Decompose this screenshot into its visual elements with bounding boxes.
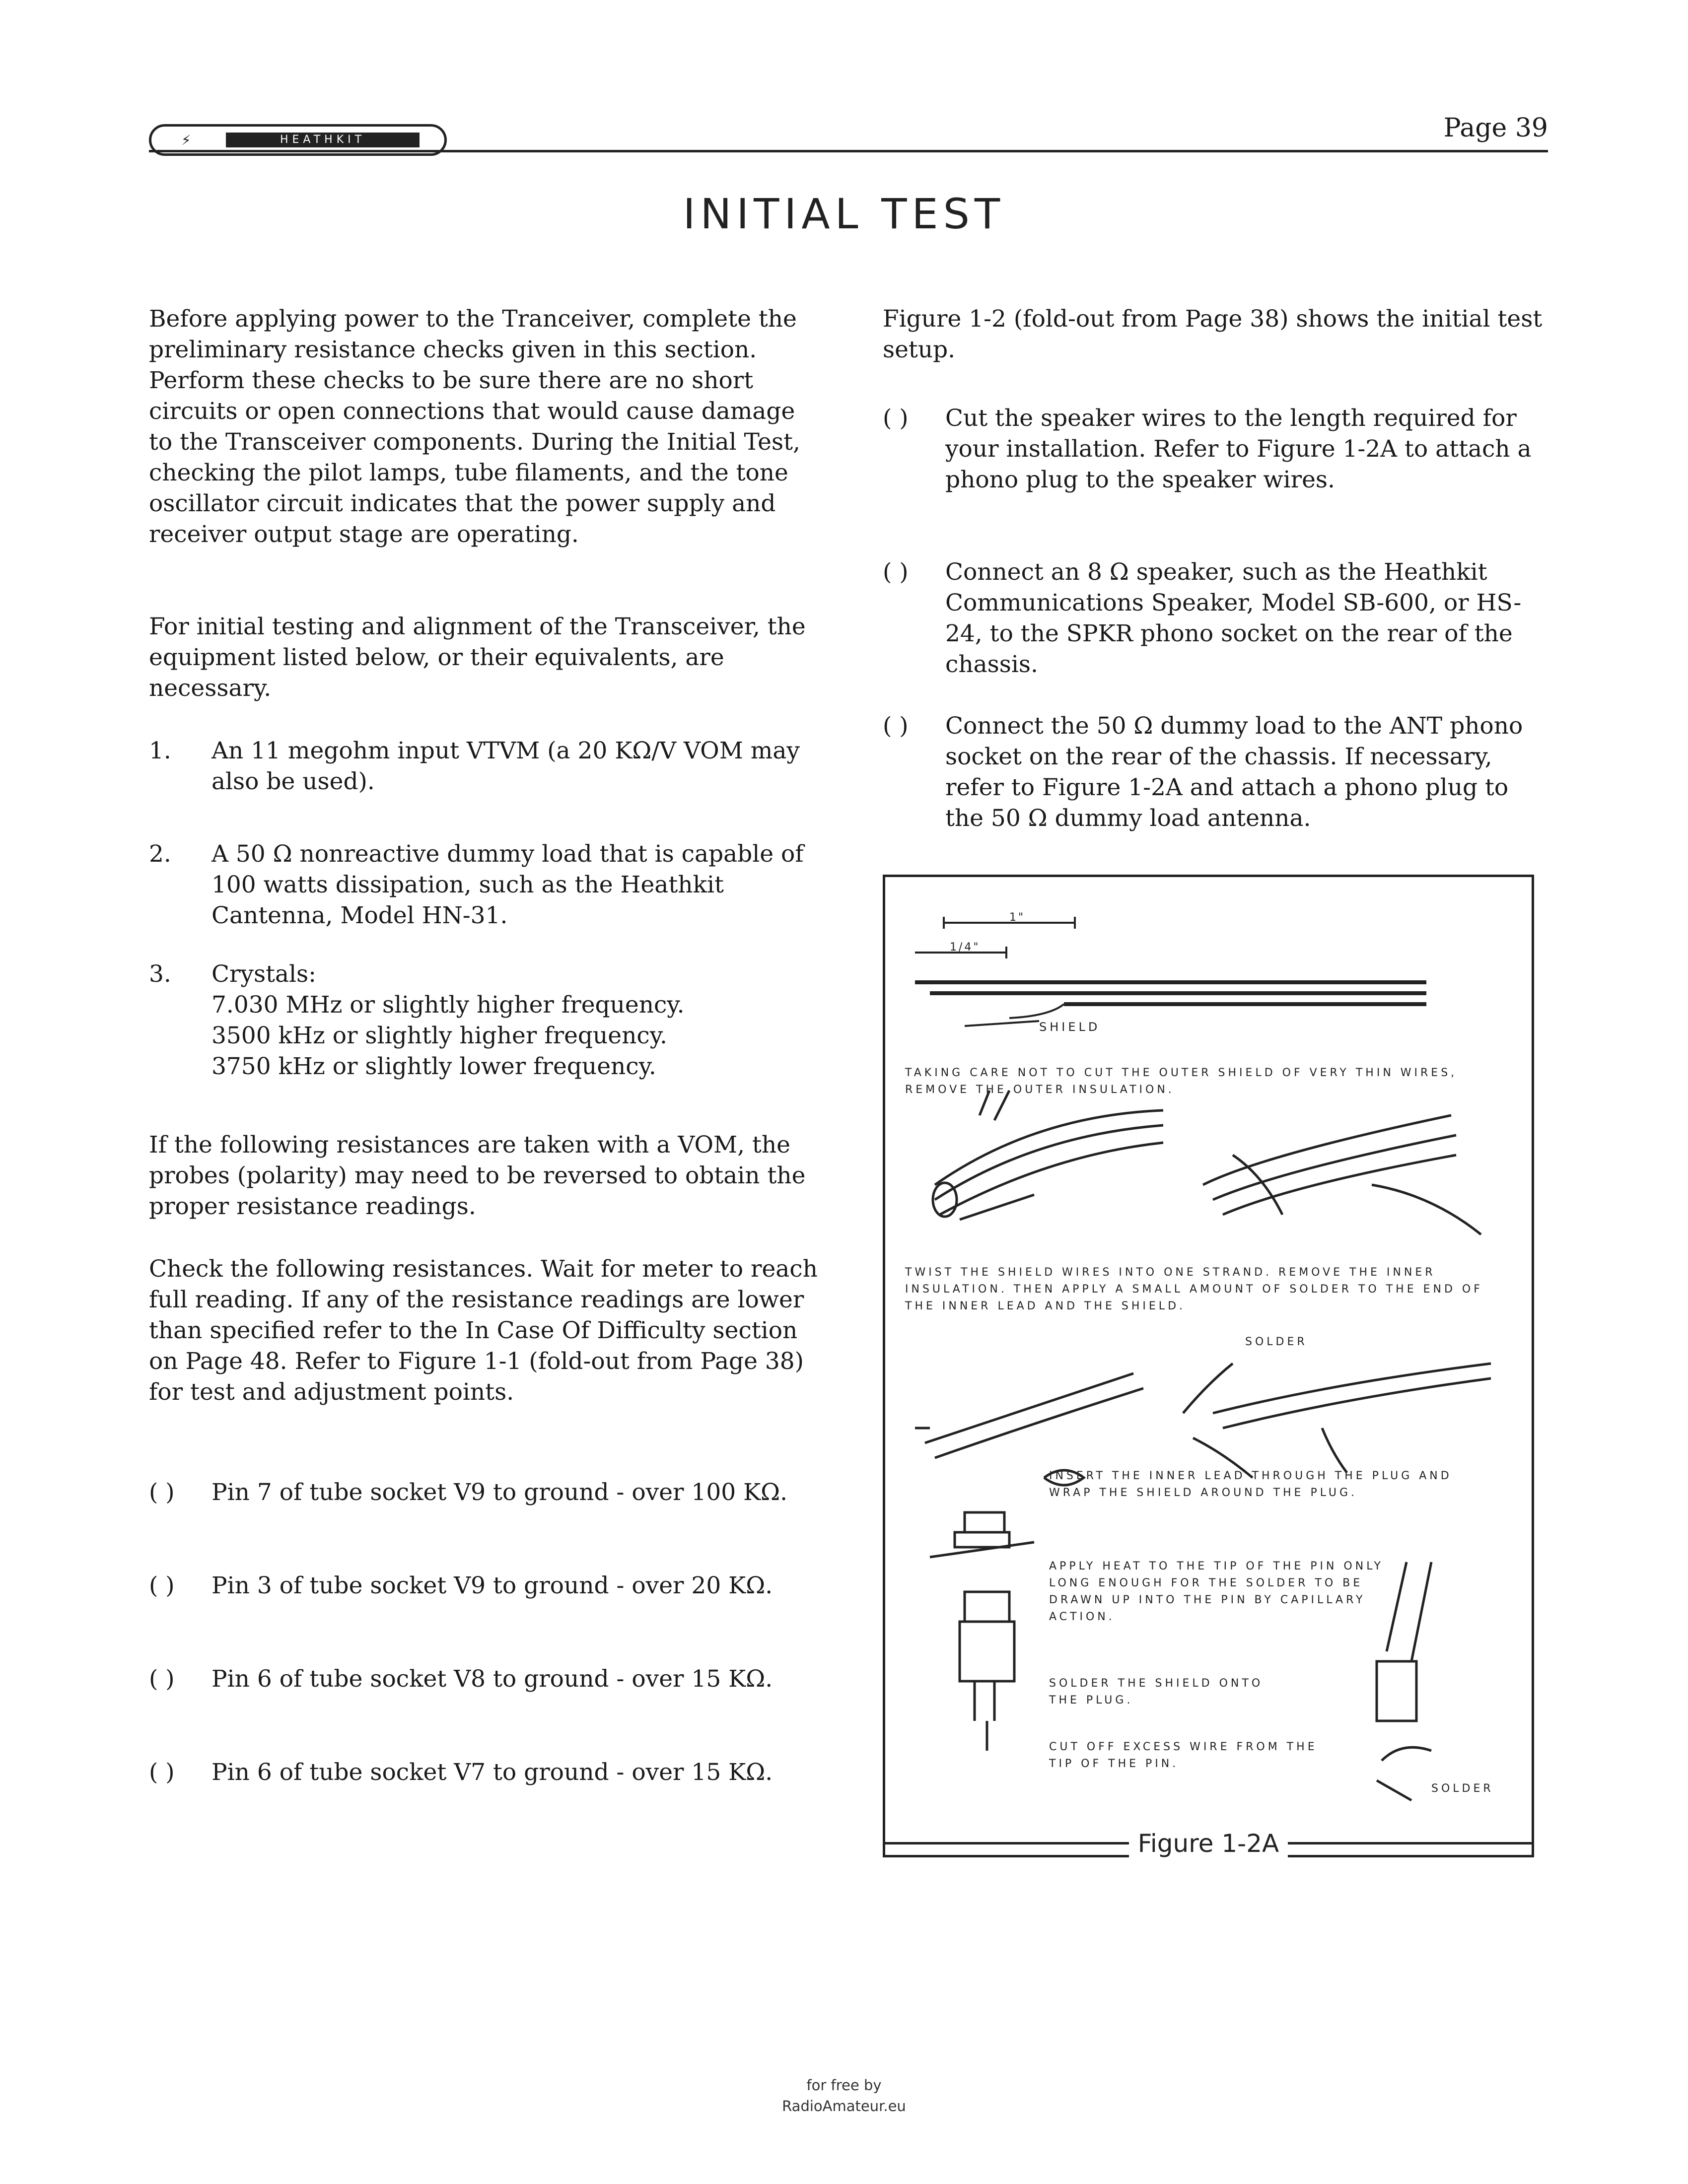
item-text: Crystals:	[211, 960, 316, 988]
equipment-item	[149, 839, 820, 931]
intro-paragraph	[149, 304, 820, 550]
check-note	[149, 1254, 820, 1408]
resistance-check[interactable]	[149, 1664, 820, 1695]
vom-note-text: If the following resistances are taken with a VOM, the probes (polarity) may need to be reversed to obtain the proper resistance readings.	[149, 1131, 806, 1220]
equipment-intro-text: For initial testing and alignment of the Transceiver, the equipment listed below, or their equivalents, are necessary.	[149, 613, 806, 702]
checkbox[interactable]: ( )	[149, 1479, 175, 1506]
crystal-list	[211, 990, 820, 1082]
resistance-check[interactable]	[149, 1757, 820, 1788]
footer-link[interactable]: RadioAmateur.eu	[782, 2098, 906, 2115]
logo-text: HEATHKIT	[226, 133, 420, 147]
page-title: INITIAL TEST	[683, 190, 1005, 238]
step6-caption: CUT OFF EXCESS WIRE FROM THE TIP OF THE PIN.	[1049, 1741, 1318, 1770]
check-text: Pin 6 of tube socket V7 to ground - over 15 KΩ.	[211, 1759, 773, 1786]
item-number: 3.	[149, 960, 171, 988]
footer-line1: for free by	[806, 2077, 882, 2094]
vom-note	[149, 1130, 820, 1222]
page-number: Page 39	[1443, 113, 1548, 143]
setup-step[interactable]	[883, 557, 1548, 680]
item-number: 2.	[149, 840, 171, 868]
checkbox[interactable]: ( )	[883, 405, 909, 432]
crystal-item: 3500 kHz or slightly higher frequency.	[211, 1022, 667, 1049]
resistance-check[interactable]	[149, 1570, 820, 1601]
header-rule	[149, 150, 1548, 152]
equipment-intro	[149, 612, 820, 704]
checkbox[interactable]: ( )	[883, 558, 909, 586]
dim-inner-label: 1/4"	[950, 941, 981, 954]
figure-intro	[883, 304, 1548, 365]
step4-caption: APPLY HEAT TO THE TIP OF THE PIN ONLY LONG ENOUGH FOR THE SOLDER TO BE DRAWN UP INTO THE PIN BY CAPILLARY ACTION.	[1049, 1560, 1384, 1623]
dim-outer-label: 1"	[1009, 911, 1026, 924]
checkbox[interactable]: ( )	[149, 1572, 175, 1599]
checkbox[interactable]: ( )	[883, 712, 909, 740]
setup-step[interactable]	[883, 711, 1548, 834]
check-note-text: Check the following resistances. Wait for meter to reach full reading. If any of the resistance readings are lower than specified refer to the In Case Of Difficulty section on Page 48. Refer to Figure 1-1 (fold-out from Page 38) for test and adjustment points.	[149, 1255, 818, 1406]
figure-1-2a	[883, 875, 1534, 1857]
item-number: 1.	[149, 737, 171, 764]
crystal-item: 7.030 MHz or slightly higher frequency.	[211, 991, 685, 1019]
item-text: A 50 Ω nonreactive dummy load that is capable of 100 watts dissipation, such as the Heathkit Cantenna, Model HN-31.	[211, 840, 804, 929]
checkbox[interactable]: ( )	[149, 1665, 175, 1693]
intro-text: Before applying power to the Tranceiver, complete the preliminary resistance checks given in this section. Perform these checks to be sure there are no short circuits or open connections that would cause damage to the Transceiver components. During the Initial Test, checking the pilot lamps, tube filaments, and the tone oscillator circuit indicates that the power supply and receiver output stage are operating.	[149, 305, 800, 548]
step1-caption: TAKING CARE NOT TO CUT THE OUTER SHIELD OF VERY THIN WIRES, REMOVE THE OUTER INSULATION.	[905, 1067, 1458, 1096]
figure-intro-text: Figure 1-2 (fold-out from Page 38) shows the initial test setup.	[883, 305, 1543, 363]
step-text: Cut the speaker wires to the length required for your installation. Refer to Figure 1-2A to attach a phono plug to the speaker wires.	[945, 405, 1532, 493]
check-text: Pin 3 of tube socket V9 to ground - over 20 KΩ.	[211, 1572, 773, 1599]
step-text: Connect an 8 Ω speaker, such as the Heathkit Communications Speaker, Model SB-600, or HS-24, to the SPKR phono socket on the rear of the chassis.	[945, 558, 1522, 678]
step3-caption: INSERT THE INNER LEAD THROUGH THE PLUG AND WRAP THE SHIELD AROUND THE PLUG.	[1049, 1470, 1452, 1499]
shield-label: SHIELD	[1039, 1020, 1101, 1034]
solder-label: SOLDER	[1245, 1336, 1308, 1348]
equipment-item	[149, 959, 820, 1082]
step-text: Connect the 50 Ω dummy load to the ANT phono socket on the rear of the chassis. If necessary, refer to Figure 1-2A and attach a phono plug to the 50 Ω dummy load antenna.	[945, 712, 1523, 832]
item-text: An 11 megohm input VTVM (a 20 KΩ/V VOM may also be used).	[211, 737, 800, 795]
check-text: Pin 6 of tube socket V8 to ground - over 15 KΩ.	[211, 1665, 773, 1693]
stripped-cable-drawing	[933, 1091, 1481, 1234]
footer	[0, 2075, 1688, 2116]
resistance-check[interactable]	[149, 1477, 820, 1508]
figure-caption-box	[885, 1829, 1532, 1858]
crystal-item: 3750 kHz or slightly lower frequency.	[211, 1053, 656, 1080]
checkbox[interactable]: ( )	[149, 1759, 175, 1786]
setup-step[interactable]	[883, 403, 1548, 495]
cable-dimension-drawing	[915, 917, 1426, 1026]
check-text: Pin 7 of tube socket V9 to ground - over 100 KΩ.	[211, 1479, 788, 1506]
lightning-bolt-icon: ⚡	[181, 132, 191, 148]
equipment-item	[149, 736, 820, 797]
figure-caption: Figure 1-2A	[1129, 1829, 1288, 1858]
step2-caption: TWIST THE SHIELD WIRES INTO ONE STRAND. REMOVE THE INNER INSULATION. THEN APPLY A SMALL AMOUNT OF SOLDER TO THE END OF THE INNER LEAD AND THE SHIELD.	[905, 1266, 1483, 1312]
solder-label-2: SOLDER	[1431, 1782, 1494, 1795]
soldered-lead-drawing	[915, 1364, 1491, 1485]
step5-caption: SOLDER THE SHIELD ONTO THE PLUG.	[1049, 1677, 1264, 1706]
